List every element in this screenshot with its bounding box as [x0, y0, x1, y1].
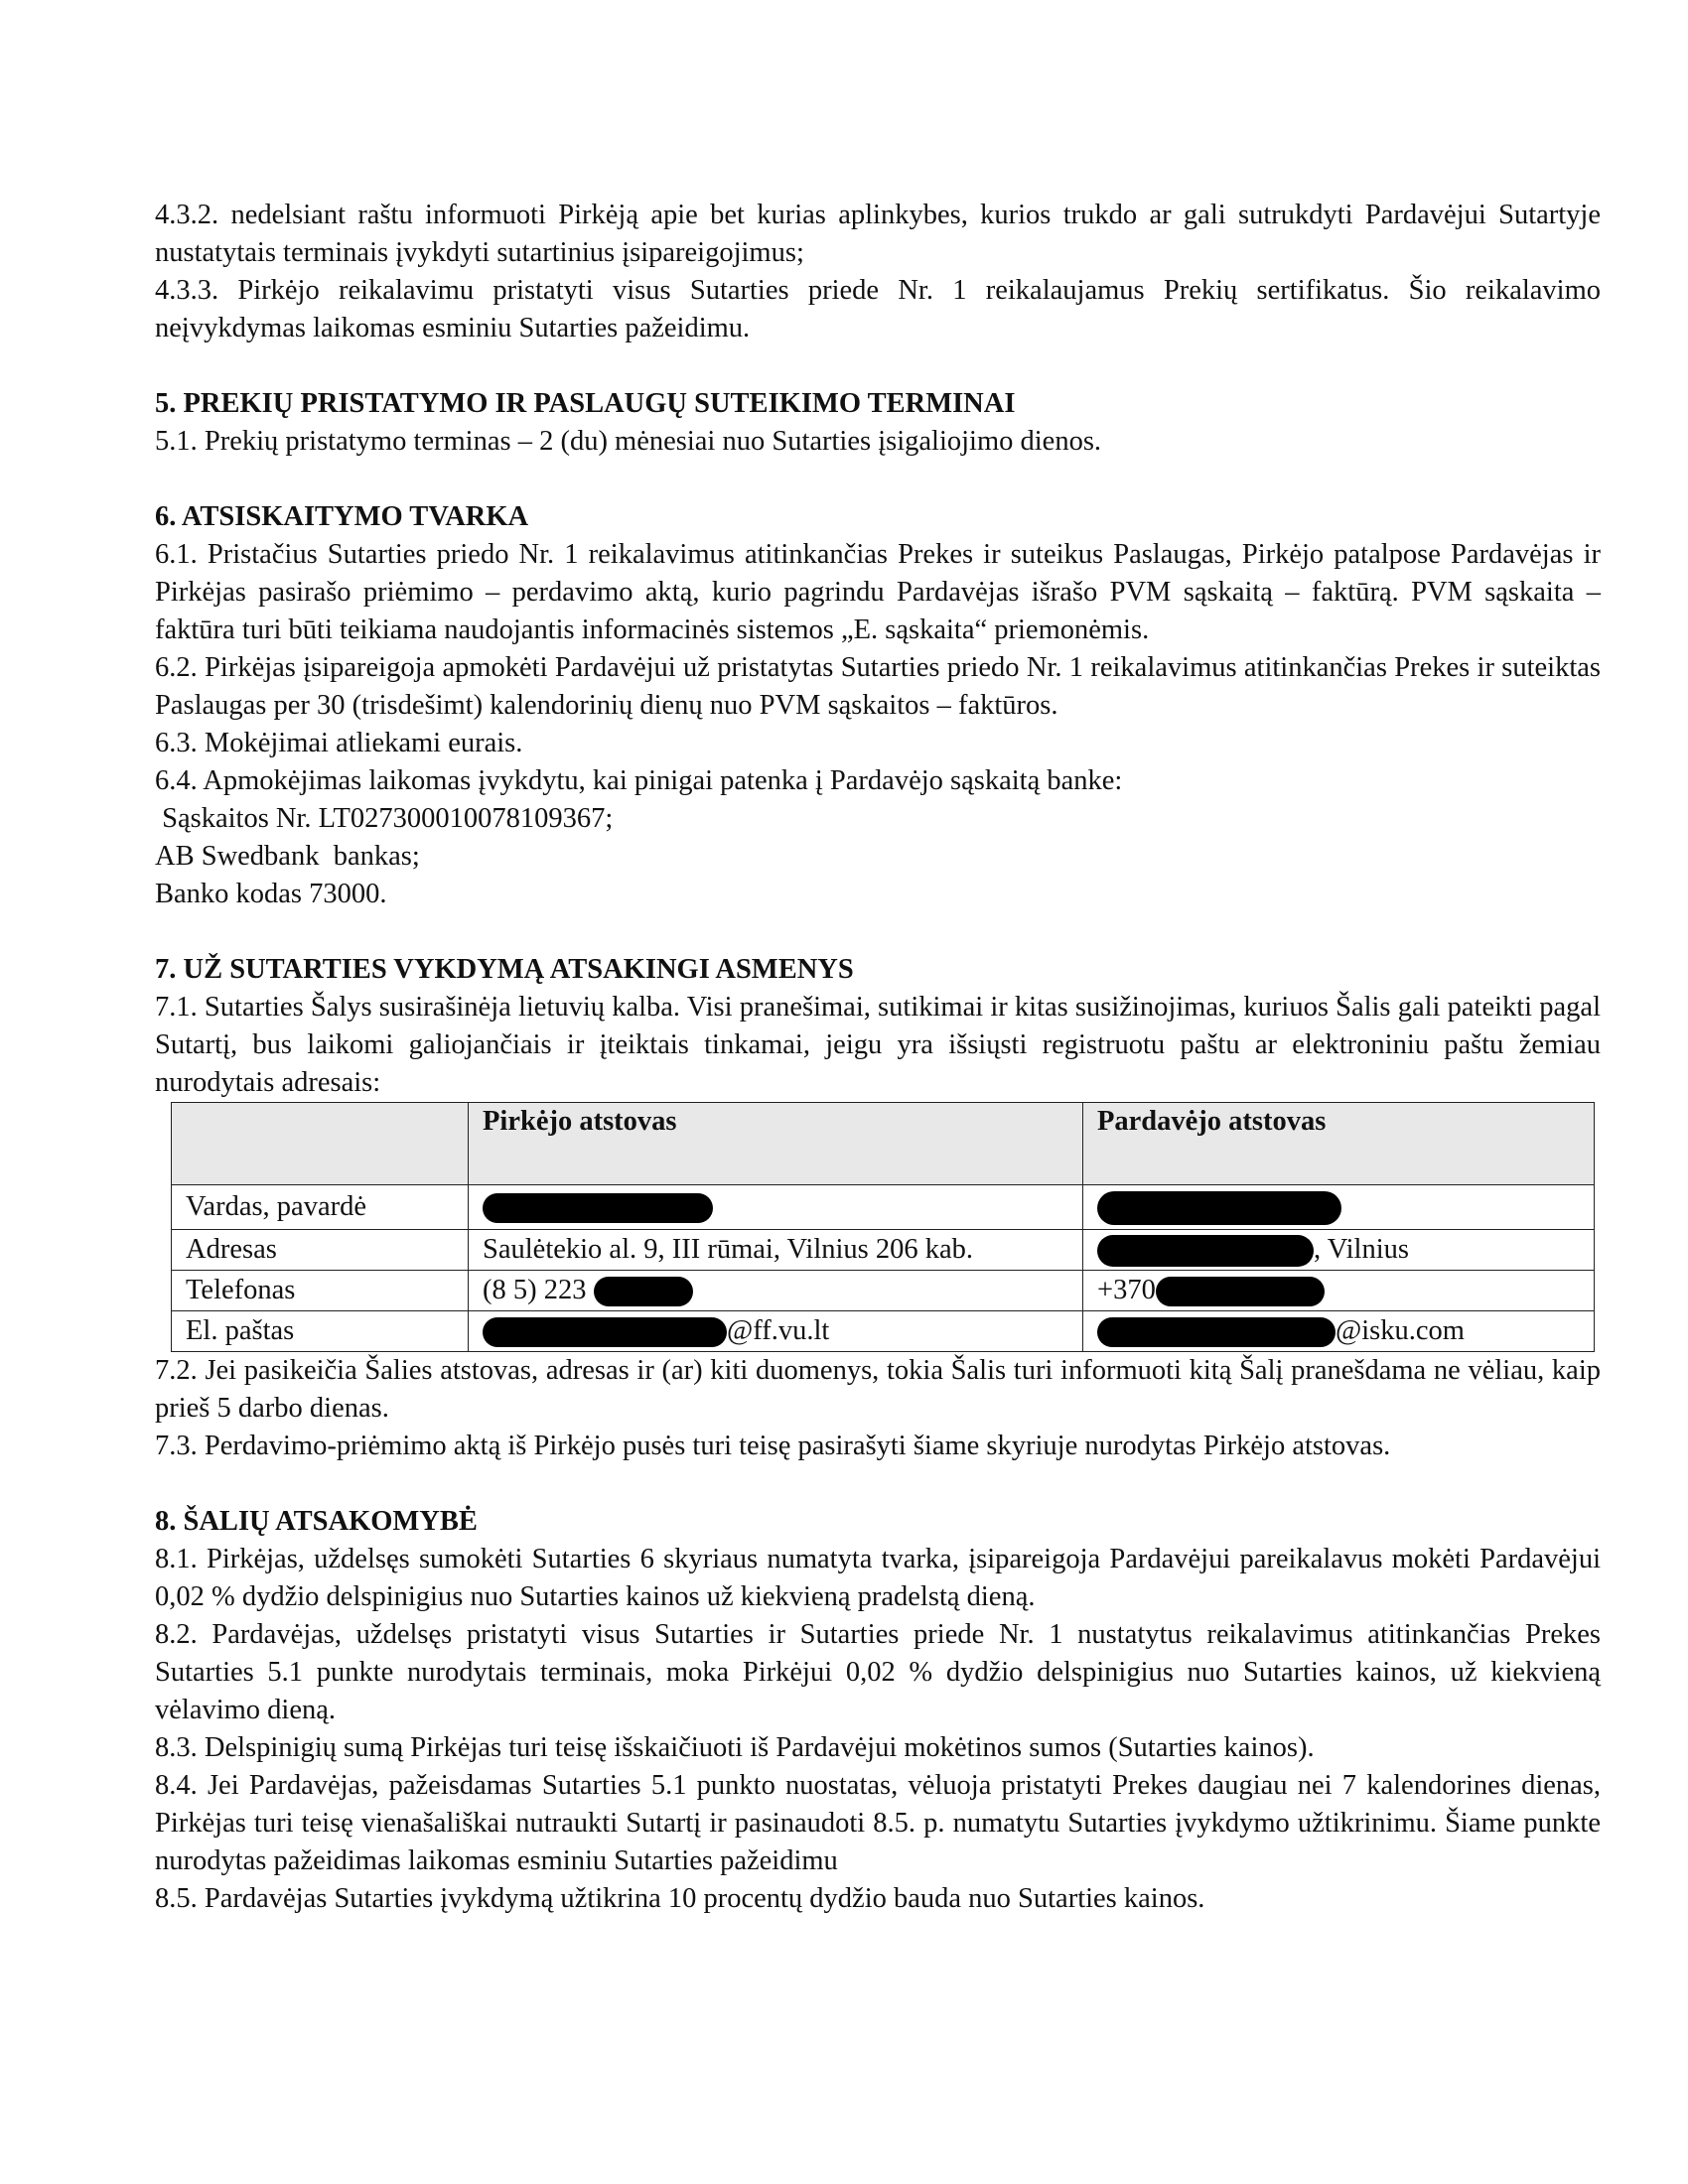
representatives-table	[171, 1102, 1595, 1352]
clause-8-1: 8.1. Pirkėjas, uždelsęs sumokėti Sutarties 6 skyriaus numatyta tvarka, įsipareigoja Pardavėjui pareikalavus mokėti Pardavėjui 0,02 % dydžio delspinigius nuo Sutarties kainos už kiekvieną pradelstą dieną.	[155, 1544, 1601, 1612]
redaction-mark	[1097, 1191, 1341, 1225]
contract-page	[155, 197, 1601, 1918]
buyer-email-cell: @ff.vu.lt	[469, 1311, 1083, 1352]
clause-6-4: 6.4. Apmokėjimas laikomas įvykdytu, kai pinigai patenka į Pardavėjo sąskaitą banke:	[155, 765, 1123, 796]
clause-8-5: 8.5. Pardavėjas Sutarties įvykdymą užtikrina 10 procentų dydžio bauda nuo Sutarties kainos.	[155, 1883, 1205, 1914]
seller-address-cell: , Vilnius	[1083, 1230, 1595, 1271]
redaction-mark	[483, 1193, 713, 1223]
buyer-address-cell: Saulėtekio al. 9, III rūmai, Vilnius 206 kab.	[469, 1230, 1083, 1271]
clause-8-3: 8.3. Delspinigių sumą Pirkėjas turi teisę išskaičiuoti iš Pardavėjui mokėtinos sumos (Sutarties kainos).	[155, 1732, 1315, 1763]
table-row	[172, 1185, 1595, 1230]
clause-7-3: 7.3. Perdavimo-priėmimo aktą iš Pirkėjo pusės turi teisę pasirašyti šiame skyriuje nurodytas Pirkėjo atstovas.	[155, 1431, 1391, 1461]
row-label: El. paštas	[172, 1311, 469, 1352]
table-row	[172, 1230, 1595, 1271]
bank-code: Banko kodas 73000.	[155, 879, 387, 909]
seller-name-cell	[1083, 1185, 1595, 1230]
seller-phone-cell: +370	[1083, 1271, 1595, 1311]
redaction-mark	[1156, 1277, 1325, 1306]
redaction-mark	[1097, 1235, 1314, 1267]
bank-name: AB Swedbank bankas;	[155, 841, 420, 872]
section-7-heading: 7. UŽ SUTARTIES VYKDYMĄ ATSAKINGI ASMENYS	[155, 954, 854, 985]
clause-4-3-3: 4.3.3. Pirkėjo reikalavimu pristatyti visus Sutarties priede Nr. 1 reikalaujamus Prekių sertifikatus. Šio reikalavimo neįvykdymas laikomas esminiu Sutarties pažeidimu.	[155, 275, 1601, 343]
table-header-buyer: Pirkėjo atstovas	[469, 1103, 1083, 1185]
clause-6-3: 6.3. Mokėjimai atliekami eurais.	[155, 728, 523, 758]
clause-7-1: 7.1. Sutarties Šalys susirašinėja lietuvių kalba. Visi pranešimai, sutikimai ir kitas susižinojimas, kuriuos Šalis gali pateikti pagal Sutartį, bus laikomi galiojančiais ir įteiktais tinkamai, jeigu yra išsiųsti registruotu paštu ar elektroniniu paštu žemiau nurodytais adresais:	[155, 992, 1601, 1098]
bank-account: Sąskaitos Nr. LT027300010078109367;	[155, 803, 614, 834]
clause-8-4: 8.4. Jei Pardavėjas, pažeisdamas Sutarties 5.1 punkto nuostatas, vėluoja pristatyti Prekes daugiau nei 7 kalendorines dienas, Pirkėjas turi teisę vienašališkai nutraukti Sutartį ir pasinaudoti 8.5. p. numatytu Sutarties įvykdymo užtikrinimu. Šiame punkte nurodytas pažeidimas laikomas esminiu Sutarties pažeidimu	[155, 1770, 1601, 1876]
clause-7-2: 7.2. Jei pasikeičia Šalies atstovas, adresas ir (ar) kiti duomenys, tokia Šalis turi informuoti kitą Šalį pranešdama ne vėliau, kaip prieš 5 darbo dienas.	[155, 1355, 1601, 1424]
redaction-mark	[483, 1317, 727, 1347]
table-row	[172, 1311, 1595, 1352]
table-header-row	[172, 1103, 1595, 1185]
table-header-seller: Pardavėjo atstovas	[1083, 1103, 1595, 1185]
section-8-heading: 8. ŠALIŲ ATSAKOMYBĖ	[155, 1506, 478, 1537]
clause-4-3-2: 4.3.2. nedelsiant raštu informuoti Pirkėją apie bet kurias aplinkybes, kurios trukdo ar gali sutrukdyti Pardavėjui Sutartyje nustatytais terminais įvykdyti sutartinius įsipareigojimus;	[155, 200, 1601, 268]
table-header-empty	[172, 1103, 469, 1185]
clause-8-2: 8.2. Pardavėjas, uždelsęs pristatyti visus Sutarties ir Sutarties priede Nr. 1 nustatytus reikalavimus atitinkančias Prekes Sutarties 5.1 punkte nurodytais terminais, moka Pirkėjui 0,02 % dydžio delspinigius nuo Sutarties kainos, už kiekvieną vėlavimo dieną.	[155, 1619, 1601, 1725]
redaction-mark	[594, 1277, 693, 1306]
buyer-name-cell	[469, 1185, 1083, 1230]
buyer-phone-cell: (8 5) 223	[469, 1271, 1083, 1311]
clause-6-2: 6.2. Pirkėjas įsipareigoja apmokėti Pardavėjui už pristatytas Sutarties priedo Nr. 1 reikalavimus atitinkančias Prekes ir suteiktas Paslaugas per 30 (trisdešimt) kalendorinių dienų nuo PVM sąskaitos – faktūros.	[155, 652, 1601, 721]
row-label: Telefonas	[172, 1271, 469, 1311]
clause-6-1: 6.1. Pristačius Sutarties priedo Nr. 1 reikalavimus atitinkančias Prekes ir suteikus Paslaugas, Pirkėjo patalpose Pardavėjas ir Pirkėjas pasirašo priėmimo – perdavimo aktą, kurio pagrindu Pardavėjas išrašo PVM sąskaitą – faktūrą. PVM sąskaita – faktūra turi būti teikiama naudojantis informacinės sistemos „E. sąskaita“ priemonėmis.	[155, 539, 1601, 645]
seller-email-cell: @isku.com	[1083, 1311, 1595, 1352]
row-label: Vardas, pavardė	[172, 1185, 469, 1230]
section-6-heading: 6. ATSISKAITYMO TVARKA	[155, 501, 529, 532]
section-5-heading: 5. PREKIŲ PRISTATYMO IR PASLAUGŲ SUTEIKIMO TERMINAI	[155, 388, 1016, 419]
table-row	[172, 1271, 1595, 1311]
redaction-mark	[1097, 1317, 1336, 1347]
row-label: Adresas	[172, 1230, 469, 1271]
clause-5-1: 5.1. Prekių pristatymo terminas – 2 (du) mėnesiai nuo Sutarties įsigaliojimo dienos.	[155, 426, 1102, 457]
